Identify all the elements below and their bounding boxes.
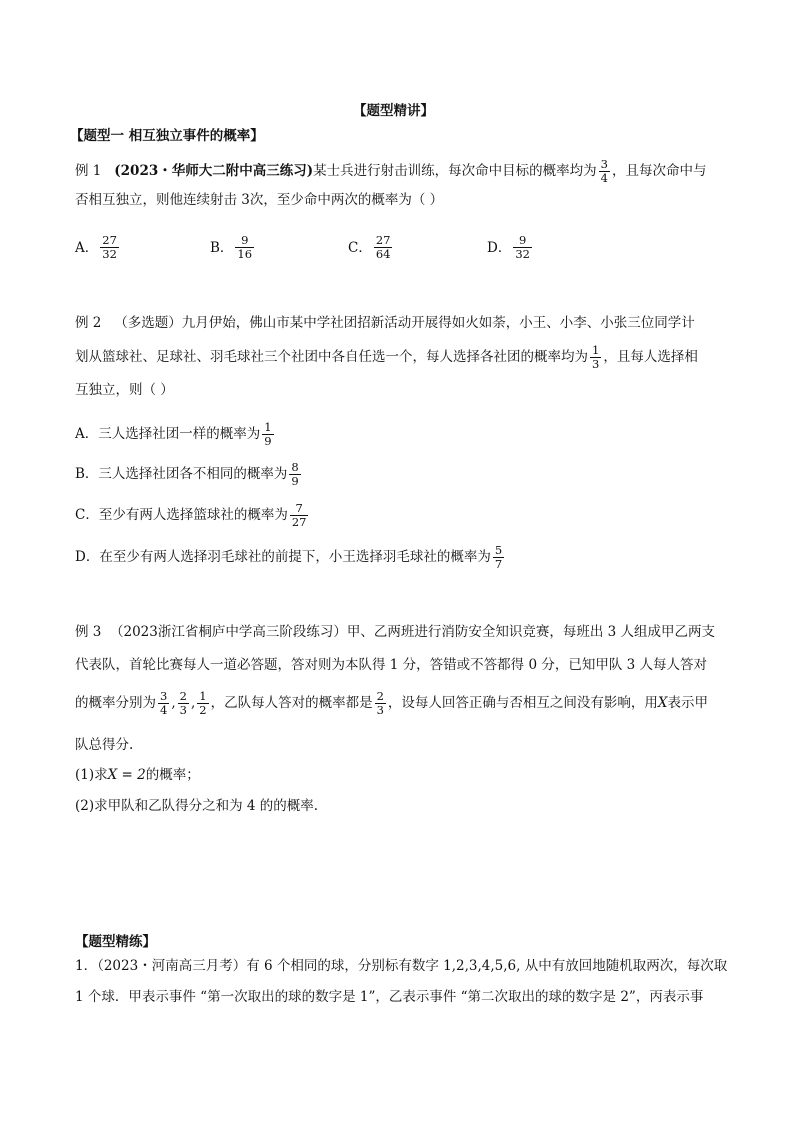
ex2-line3: 互独立，则（ ） — [75, 382, 174, 398]
variable-x: X — [657, 695, 668, 711]
ex1-option-b: B． $\frac{9}{16}$ — [210, 233, 253, 261]
p1-line1: 1．（2023・河南高三月考）有 6 个相同的球，分别标有数字 1,2,3,4,5,6, 从中有放回地随机取两次，每次取 — [75, 958, 728, 974]
section-title: 【题型精讲】 — [353, 103, 434, 119]
ex1-option-c: C． $\frac{27}{64}$ — [348, 233, 391, 261]
ex1-fraction: $\frac{3}{4}$ — [600, 156, 608, 185]
ex3-fraction-1: $\frac{3}{4}$ — [160, 688, 168, 717]
ex3-line1: 例 3 （2023浙江省桐庐中学高三阶段练习）甲、乙两班进行消防安全知识竞赛，每班出 3 人组成甲乙两支 — [75, 624, 716, 640]
option-fraction: $\frac{27}{64}$ — [375, 233, 391, 261]
ex1-option-a: A． $\frac{27}{32}$ — [75, 233, 117, 261]
ex2-label: 例 2 — [75, 315, 102, 331]
ex3-line2: 代表队，首轮比赛每人一道必答题，答对则为本队得 1 分，答错或不答都得 0 分，已知甲队 3 人每人答对 — [75, 657, 708, 673]
practice-title: 【题型精练】 — [75, 934, 156, 950]
ex3-fraction-3: $\frac{1}{2}$ — [199, 688, 207, 717]
ex2-line2: 划从篮球社、足球社、羽毛球社三个社团中各自任选一个，每人选择各社团的概率均为 $\frac{1}{3}$ ，且每人选择相 — [75, 342, 698, 371]
option-fraction: $\frac{7}{27}$ — [291, 500, 307, 529]
ex1-text-b: ，且每次命中与 — [611, 163, 707, 179]
ex2-option-d: D．在至少有两人选择羽毛球社的前提下，小王选择羽毛球社的概率为 $\frac{5}{7}$ — [75, 542, 503, 571]
option-fraction: $\frac{27}{32}$ — [102, 233, 117, 261]
ex2-option-a: A．三人选择社团一样的概率为 $\frac{1}{9}$ — [75, 419, 272, 448]
type1-title: 【题型一 相互独立事件的概率】 — [70, 128, 264, 144]
option-fraction: $\frac{8}{9}$ — [291, 459, 299, 488]
ex1-label: 例 1 — [75, 163, 102, 179]
ex3-fraction-2: $\frac{2}{3}$ — [179, 688, 187, 717]
ex3-label: 例 3 — [75, 624, 102, 640]
ex3-fraction-4: $\frac{2}{3}$ — [376, 688, 384, 717]
option-fraction: $\frac{9}{16}$ — [237, 233, 253, 261]
ex2-fraction: $\frac{1}{3}$ — [592, 342, 600, 371]
ex2-option-b: B．三人选择社团各不相同的概率为 $\frac{8}{9}$ — [75, 459, 299, 488]
ex2-option-c: C．至少有两人选择篮球社的概率为 $\frac{7}{27}$ — [75, 500, 307, 529]
ex1-line1 — [75, 155, 706, 187]
ex3-line3: 的概率分别为 $\frac{3}{4}$ , $\frac{2}{3}$ , $\frac{1}{2}$ ，乙队每人答对的概率都是 $\frac{2}{3}$ ，设每人回答正确与否相互之间没有影响，用 X 表示甲 — [75, 688, 709, 717]
ex1-source: (2023・华师大二附中高三练习) — [114, 163, 314, 179]
ex3-question-1: (1)求X = 2的概率； — [75, 767, 200, 783]
ex3-question-2: (2)求甲队和乙队得分之和为 4 的的概率. — [75, 798, 319, 814]
ex1-text-a: 某士兵进行射击训练，每次命中目标的概率均为 — [313, 163, 597, 179]
p1-line2: 1 个球．甲表示事件 “第一次取出的球的数字是 1”，乙表示事件 “第二次取出的球的数字是 2”，丙表示事 — [75, 989, 704, 1005]
ex2-line1: 例 2 （多选题）九月伊始，佛山市某中学社团招新活动开展得如火如荼，小王、小李、小张三位同学计 — [75, 315, 695, 331]
option-fraction: $\frac{5}{7}$ — [494, 542, 503, 571]
option-fraction: $\frac{1}{9}$ — [264, 419, 272, 448]
ex1-option-d: D． $\frac{9}{32}$ — [487, 233, 530, 261]
ex3-line4: 队总得分. — [75, 737, 134, 753]
option-fraction: $\frac{9}{32}$ — [515, 233, 530, 261]
ex1-line2: 否相互独立，则他连续射击 3次，至少命中两次的概率为（ ） — [75, 192, 444, 208]
